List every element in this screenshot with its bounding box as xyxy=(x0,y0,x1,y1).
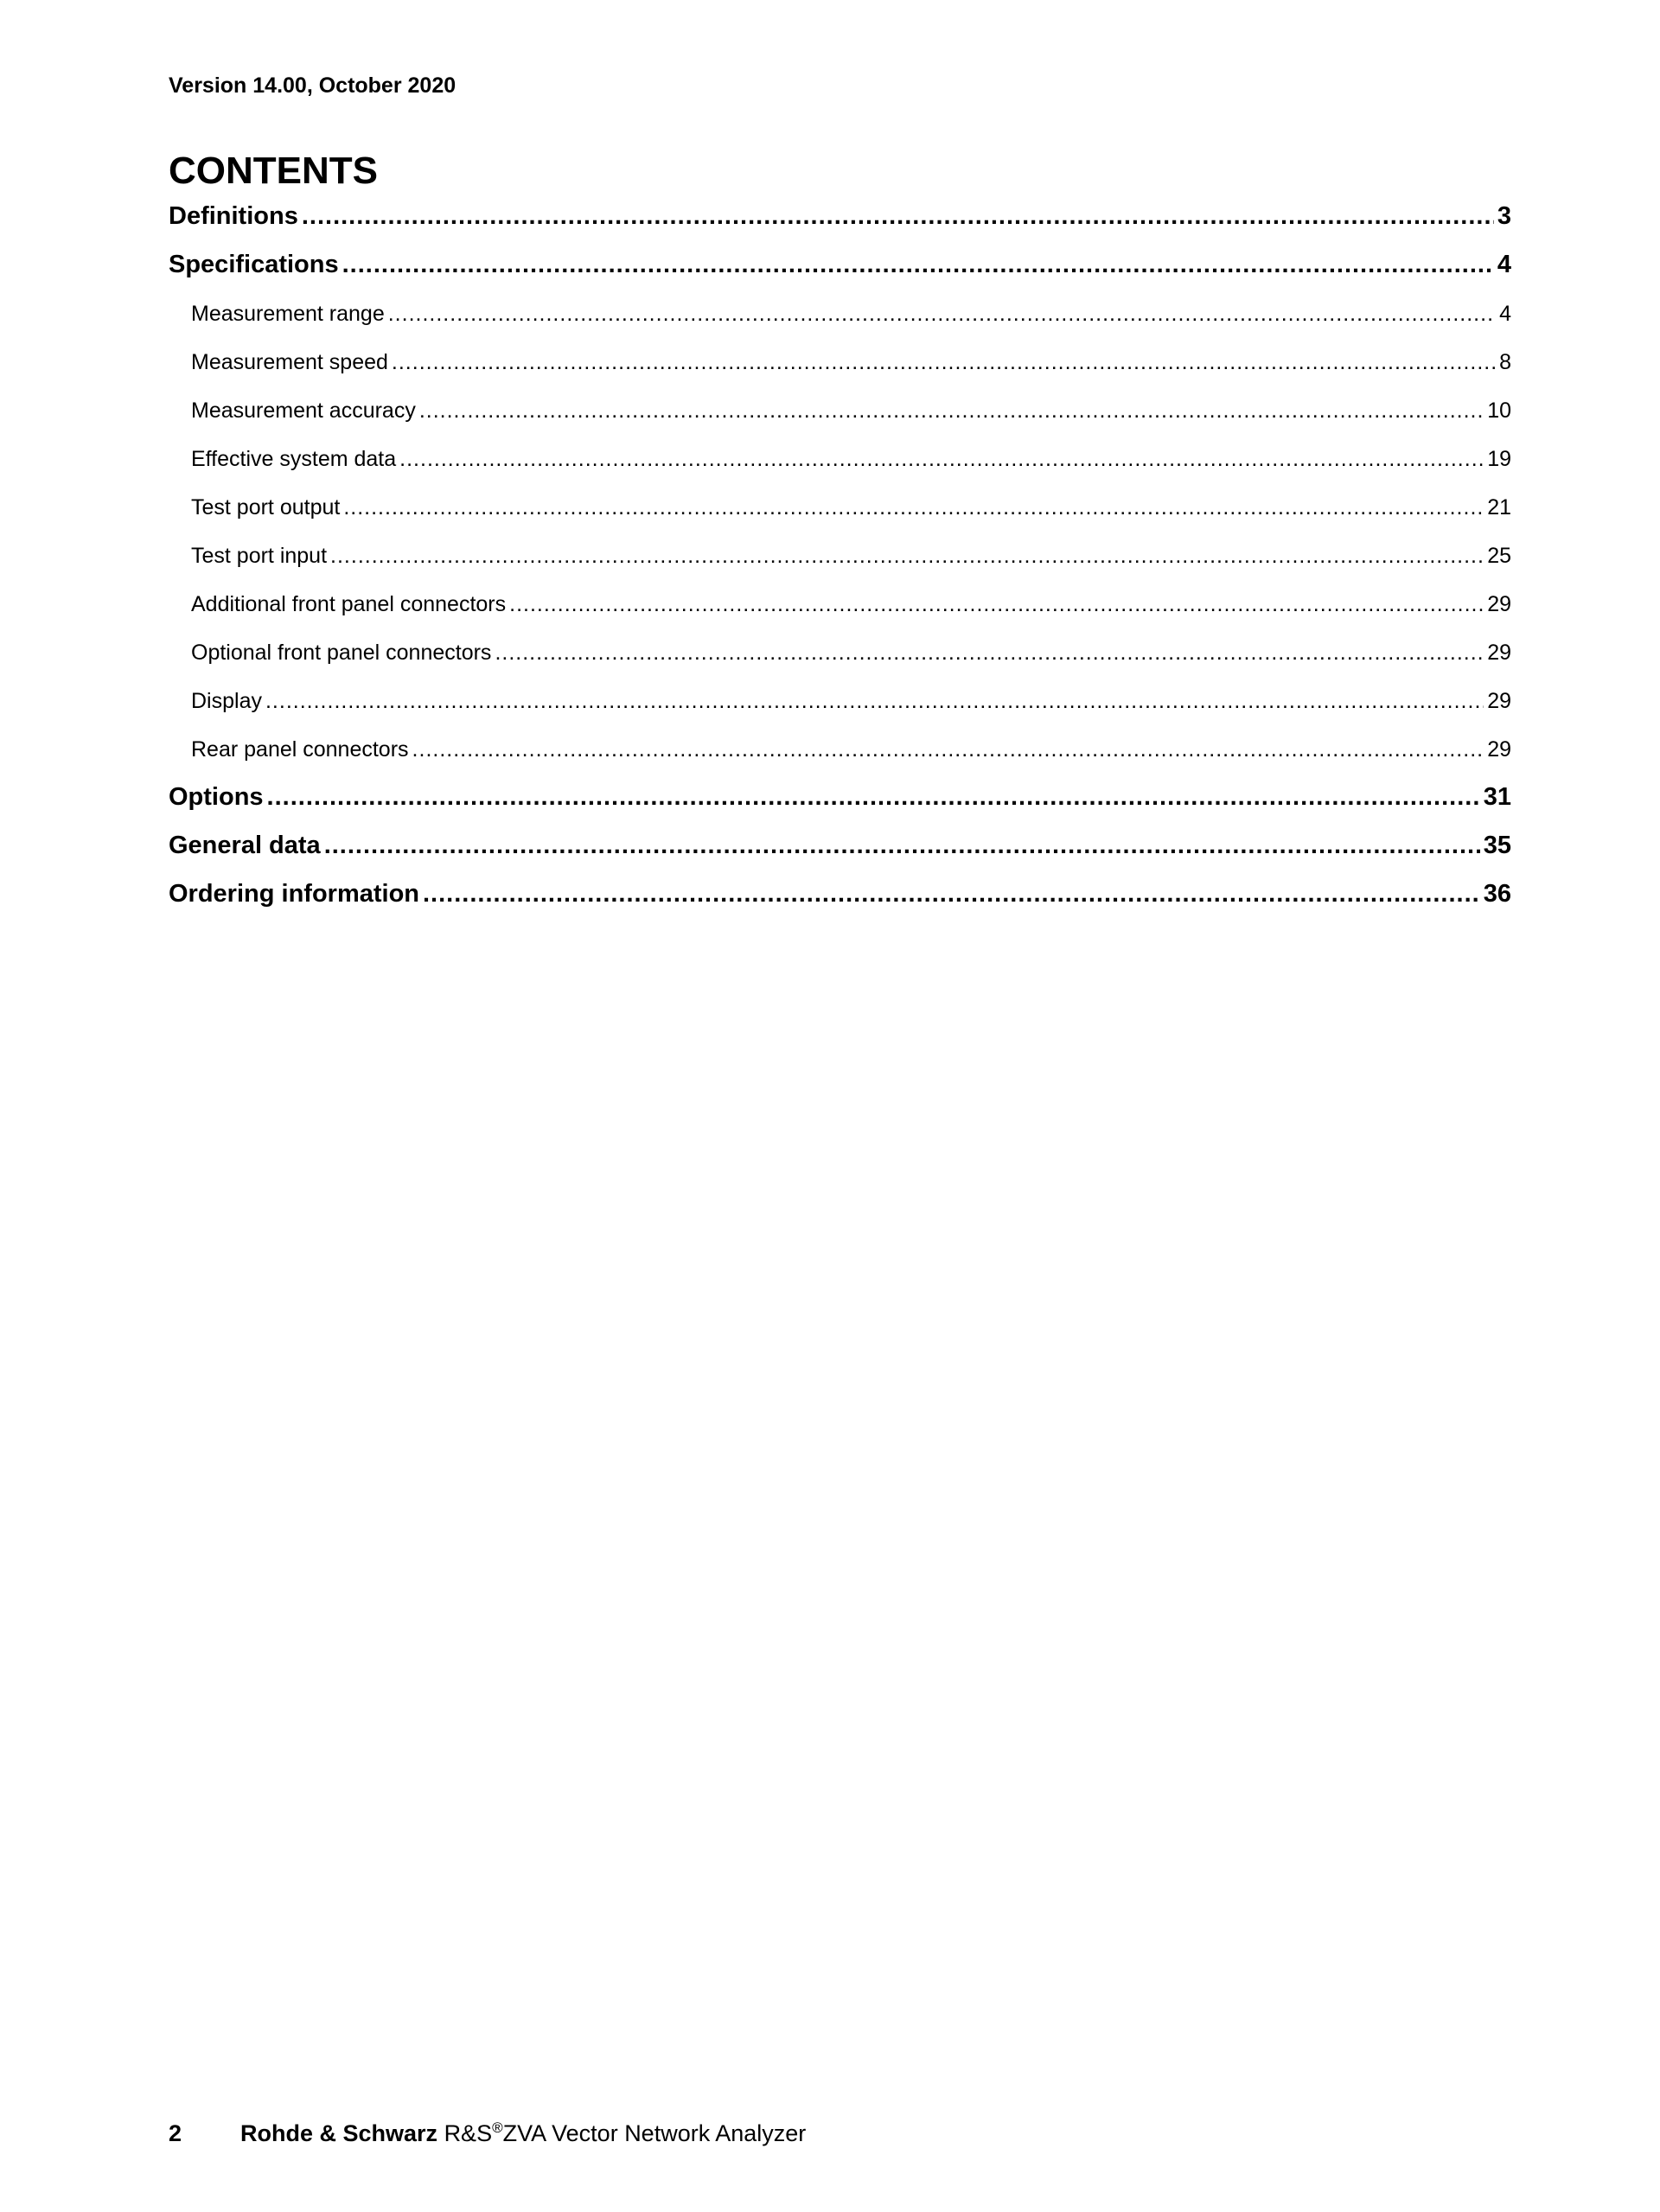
footer-page-number: 2 xyxy=(169,2120,182,2146)
toc-label: Ordering information xyxy=(169,880,419,908)
toc-label: Specifications xyxy=(169,251,339,278)
page-footer xyxy=(169,2119,806,2148)
version-line: Version 14.00, October 2020 xyxy=(169,73,456,98)
dot-leader xyxy=(267,780,1480,814)
toc-entry-ordering-information[interactable] xyxy=(169,877,1511,911)
toc-label: Test port input xyxy=(191,544,328,568)
toc-page-number: 29 xyxy=(1487,641,1511,665)
toc-page-number: 21 xyxy=(1487,495,1511,520)
dot-leader xyxy=(302,199,1494,233)
toc-label: Definitions xyxy=(169,202,298,230)
dot-leader xyxy=(388,298,1496,329)
footer-brand: Rohde & Schwarz xyxy=(240,2120,438,2146)
toc-entry-test-port-input[interactable] xyxy=(169,540,1511,571)
toc-entry-additional-front-panel-connectors[interactable] xyxy=(169,589,1511,620)
toc-entry-rear-panel-connectors[interactable] xyxy=(169,734,1511,765)
toc-entry-general-data[interactable] xyxy=(169,828,1511,863)
toc-page-number: 29 xyxy=(1487,737,1511,762)
toc-entry-measurement-speed[interactable] xyxy=(169,347,1511,378)
toc-label: Measurement speed xyxy=(191,350,388,374)
toc-page-number: 19 xyxy=(1487,447,1511,471)
footer-product-prefix: R&S xyxy=(444,2120,493,2146)
toc-label: Display xyxy=(191,689,262,713)
toc-label: Additional front panel connectors xyxy=(191,592,507,616)
toc-page-number: 10 xyxy=(1487,398,1511,423)
dot-leader xyxy=(423,877,1480,911)
toc-entry-definitions[interactable] xyxy=(169,199,1511,233)
toc-label: General data xyxy=(169,832,321,859)
toc-page-number: 29 xyxy=(1487,592,1511,616)
toc-page-number: 4 xyxy=(1499,302,1511,326)
toc-page-number: 31 xyxy=(1483,783,1511,811)
dot-leader xyxy=(392,347,1496,378)
toc-entry-options[interactable] xyxy=(169,780,1511,814)
toc-entry-optional-front-panel-connectors[interactable] xyxy=(169,637,1511,668)
toc-entry-effective-system-data[interactable] xyxy=(169,443,1511,475)
toc-page-number: 8 xyxy=(1499,350,1511,374)
toc-page-number: 4 xyxy=(1497,251,1511,278)
toc-label: Rear panel connectors xyxy=(191,737,409,762)
dot-leader xyxy=(412,734,1484,765)
toc-entry-display[interactable] xyxy=(169,685,1511,717)
toc-label: Options xyxy=(169,783,264,811)
dot-leader xyxy=(342,247,1494,282)
dot-leader xyxy=(399,443,1484,475)
toc-label: Measurement accuracy xyxy=(191,398,416,423)
toc-label: Effective system data xyxy=(191,447,397,471)
toc-label: Test port output xyxy=(191,495,341,520)
dot-leader xyxy=(330,540,1484,571)
dot-leader xyxy=(265,685,1484,717)
toc-page-number: 35 xyxy=(1483,832,1511,859)
toc-page-number: 25 xyxy=(1487,544,1511,568)
footer-product-name: ZVA Vector Network Analyzer xyxy=(502,2120,807,2146)
dot-leader xyxy=(419,395,1484,426)
toc-entry-measurement-accuracy[interactable] xyxy=(169,395,1511,426)
toc-page-number: 29 xyxy=(1487,689,1511,713)
toc-label: Measurement range xyxy=(191,302,385,326)
toc-entry-specifications[interactable] xyxy=(169,247,1511,282)
toc-entry-measurement-range[interactable] xyxy=(169,298,1511,329)
dot-leader xyxy=(509,589,1484,620)
dot-leader xyxy=(324,828,1480,863)
toc-label: Optional front panel connectors xyxy=(191,641,492,665)
toc-page-number: 3 xyxy=(1497,202,1511,230)
registered-trademark-mark: ® xyxy=(492,2120,503,2136)
dot-leader xyxy=(495,637,1484,668)
dot-leader xyxy=(343,492,1484,523)
toc-entry-test-port-output[interactable] xyxy=(169,492,1511,523)
contents-title: CONTENTS xyxy=(169,150,378,192)
toc-page-number: 36 xyxy=(1483,880,1511,908)
